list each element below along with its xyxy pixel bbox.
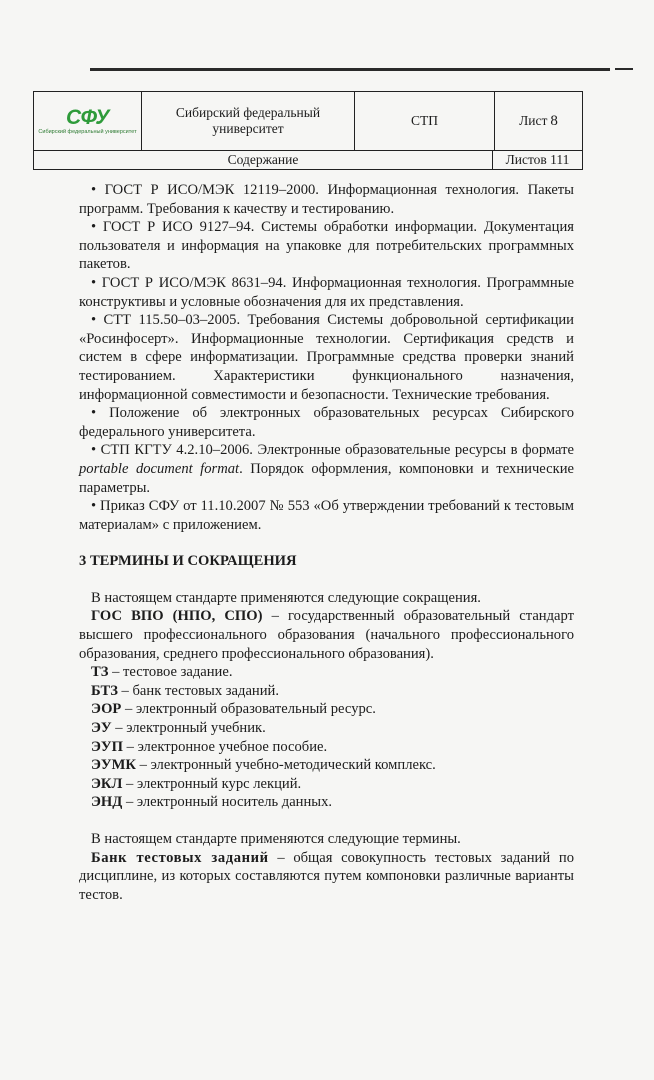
- abbreviation-entry: [79, 607, 574, 663]
- abbreviation-entry: [79, 700, 574, 719]
- abbreviation-def: – электронный учебно-методический комплекс.: [135, 757, 436, 774]
- abbreviation-def: – тестовое задание.: [108, 664, 233, 681]
- reference-item: • Положение об электронных образовательных ресурсах Сибирского федерального университета.: [79, 405, 574, 440]
- term-name: Банк тестовых заданий: [91, 849, 269, 866]
- university-name-line1: Сибирский федеральный: [175, 104, 321, 120]
- reference-item: • ГОСТ Р ИСО/МЭК 8631–94. Информационная технология. Программные конструктивы и условные обозначения для их представления.: [79, 274, 574, 310]
- reference-item: • ГОСТ Р ИСО/МЭК 12119–2000. Информационная технология. Пакеты программ. Требования к качеству и тестированию.: [79, 182, 574, 217]
- sheets-total: Листов 111: [505, 151, 570, 167]
- abbreviation-entry: [79, 775, 574, 794]
- sheet-number: 8: [550, 113, 558, 129]
- abbreviation-term: ЭОР: [91, 701, 122, 718]
- section-heading: 3 ТЕРМИНЫ И СОКРАЩЕНИЯ: [79, 553, 297, 570]
- reference-italic: portable document format: [79, 460, 240, 477]
- term-def: – общая совокупность тестовых заданий по дисциплине, из которых составляются путем компоновки различные варианты тестов.: [79, 849, 574, 903]
- abbreviations-intro: В настоящем стандарте применяются следующие сокращения.: [91, 589, 481, 606]
- abbreviation-def: – банк тестовых заданий.: [117, 682, 279, 699]
- logo-cell: [34, 92, 142, 150]
- reference-text: . Порядок оформления, компоновки и технические параметры.: [79, 460, 574, 496]
- reference-item: • ГОСТ Р ИСО 9127–94. Системы обработки информации. Документация пользователя и информация на упаковке для потребительских программных пакетов.: [79, 219, 574, 273]
- page-body: [79, 181, 574, 904]
- abbreviation-term: ЭКЛ: [91, 775, 123, 792]
- section-title: Содержание: [227, 151, 299, 167]
- abbreviation-def: – электронный образовательный ресурс.: [121, 701, 376, 718]
- abbreviation-def: – электронное учебное пособие.: [122, 738, 328, 755]
- sheet-cell: [495, 92, 582, 150]
- doc-code: СТП: [411, 112, 438, 128]
- top-rule: [90, 68, 610, 71]
- logo-mark: СФУ: [66, 105, 109, 129]
- header-row-sub: [34, 151, 582, 169]
- abbreviation-def: – электронный носитель данных.: [122, 794, 333, 811]
- terms-intro: В настоящем стандарте применяются следующие термины.: [91, 831, 461, 847]
- top-rule-tail: [615, 68, 633, 70]
- university-cell: [142, 92, 355, 150]
- abbreviation-entry: [79, 738, 574, 757]
- abbreviation-entry: [79, 663, 574, 682]
- abbreviation-entry: [79, 793, 574, 812]
- sheet-label: Лист: [519, 112, 548, 128]
- header-row-main: [34, 92, 582, 151]
- reference-item: • СТТ 115.50–03–2005. Требования Системы добровольной сертификации «Росинфосерт». Информационные технологии. Сертификация средств и систем в сфере информатизации. Программные средства проверки знаний тестированием. Характеристики функционального назначения, информационной совместимости и безопасности. Технические требования.: [79, 312, 574, 403]
- abbreviation-entry: [79, 719, 574, 738]
- section-title-cell: [34, 151, 493, 169]
- abbreviation-def: – государственный образовательный стандарт высшего профессионального образования (начального профессионального образования, среднего профессионального образования).: [79, 608, 574, 662]
- abbreviation-def: – электронный учебник.: [111, 720, 266, 737]
- reference-item: • Приказ СФУ от 11.10.2007 № 553 «Об утверждении требований к тестовым материалам» с приложением.: [79, 498, 574, 533]
- sheets-total-cell: [493, 151, 582, 169]
- reference-text: • СТП КГТУ 4.2.10–2006. Электронные образовательные ресурсы в формате: [91, 442, 574, 459]
- abbreviation-term: БТЗ: [91, 682, 118, 699]
- term-entry: [79, 849, 574, 905]
- abbreviation-term: ГОС ВПО (НПО, СПО): [91, 608, 263, 625]
- doc-code-cell: [355, 92, 495, 150]
- abbreviation-entry: [79, 682, 574, 701]
- abbreviation-entry: [79, 756, 574, 775]
- logo-subtext: Сибирский федеральный университет: [38, 128, 137, 135]
- abbreviation-term: ЭУМК: [91, 757, 136, 774]
- abbreviation-def: – электронный курс лекций.: [122, 775, 302, 792]
- abbreviation-term: ЭУ: [91, 720, 112, 737]
- sfu-logo: [38, 107, 136, 136]
- reference-item: [79, 441, 574, 497]
- abbreviation-term: ЭУП: [91, 738, 123, 755]
- document-header-table: [33, 91, 583, 170]
- university-name-line2: университет: [212, 121, 284, 136]
- abbreviation-term: ТЗ: [91, 664, 109, 681]
- abbreviation-term: ЭНД: [91, 794, 123, 811]
